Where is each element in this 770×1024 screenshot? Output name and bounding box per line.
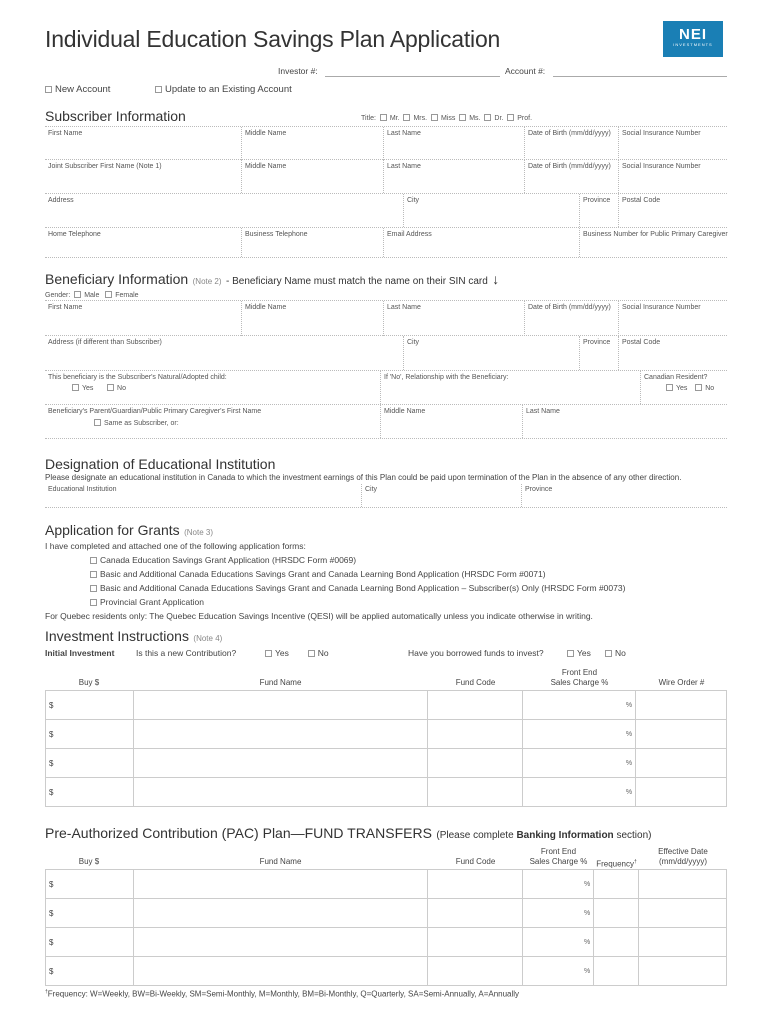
dollar-sign: $ <box>49 758 54 768</box>
canadian-resident-label: Canadian Resident? <box>644 374 708 381</box>
joint-sin-label: Social Insurance Number <box>622 163 701 170</box>
pac-heading-note-c: section) <box>613 830 652 841</box>
subscriber-heading: Subscriber Information <box>45 108 186 124</box>
title-prof-checkbox[interactable] <box>507 114 514 121</box>
title-miss-checkbox[interactable] <box>431 114 438 121</box>
pac-frequency-cell[interactable] <box>594 870 639 899</box>
pac-effective-date-cell[interactable] <box>639 899 727 928</box>
pac-heading-note-bold: Banking Information <box>516 830 614 841</box>
grant-0073-label: Basic and Additional Canada Educations Savings Grant and Canada Learning Bond Application – Subscriber(s) Only (HRSDC Form #0073) <box>100 583 626 593</box>
institution-heading: Designation of Educational Institution <box>45 456 276 472</box>
home-telephone-field[interactable] <box>45 228 241 257</box>
page-title: Individual Education Savings Plan Application <box>45 26 501 52</box>
title-ms-label: Ms. <box>469 115 481 122</box>
grant-option-provincial[interactable] <box>90 597 204 607</box>
grants-intro: I have completed and attached one of the following application forms: <box>45 541 306 551</box>
pac-row <box>46 957 727 986</box>
inv-col-fund-code: Fund Code <box>455 678 496 687</box>
institution-description: Please designate an educational institution in Canada to which the investment earnings of this Plan could be paid upon termination of the Plan in the absence of any other direction. <box>45 473 682 482</box>
pac-col-sales-charge-2: Sales Charge % <box>529 857 588 866</box>
subscriber-address-label: Address <box>48 197 74 204</box>
parent-last-name-field[interactable] <box>522 405 727 438</box>
percent-sign: % <box>625 730 633 738</box>
dollar-sign: $ <box>49 879 54 889</box>
beneficiary-heading <box>45 271 499 289</box>
subscriber-address-row <box>45 194 727 228</box>
wire-order-cell[interactable] <box>636 720 727 749</box>
percent-sign: % <box>583 967 591 975</box>
parent-first-name-label: Beneficiary's Parent/Guardian/Public Primary Caregiver's First Name <box>48 408 262 415</box>
title-dr-label: Dr. <box>494 115 504 122</box>
pac-heading-note-a: (Please complete <box>436 830 517 841</box>
pac-col-sales-charge-1: Front End <box>540 847 577 856</box>
fund-name-cell[interactable] <box>133 691 428 720</box>
beneficiary-note: (Note 2) <box>192 277 222 286</box>
grant-cesg-label: Canada Education Savings Grant Application (HRSDC Form #0069) <box>100 555 357 565</box>
institution-province-field[interactable] <box>521 484 727 507</box>
pac-col-buy: Buy $ <box>78 857 100 866</box>
institution-row <box>45 484 727 508</box>
buy-amount-cell[interactable] <box>46 691 134 720</box>
subscriber-province-label: Province <box>583 197 611 204</box>
pac-sales-charge-cell[interactable] <box>523 870 594 899</box>
grant-option-0071[interactable] <box>90 569 546 579</box>
logo-text: NEI <box>678 26 707 43</box>
fund-code-cell[interactable] <box>428 691 523 720</box>
fund-code-cell[interactable] <box>428 749 523 778</box>
gender-label: Gender: <box>45 292 71 299</box>
pac-frequency-cell[interactable] <box>594 899 639 928</box>
pac-heading <box>45 825 651 843</box>
beneficiary-first-name-field[interactable] <box>45 301 241 336</box>
institution-name-field[interactable] <box>45 484 361 507</box>
quebec-note: For Quebec residents only: The Quebec Education Savings Incentive (QESI) will be applied automatically unless you indicate otherwise in writing. <box>45 611 593 621</box>
institution-city-label: City <box>365 486 378 493</box>
investor-number-field[interactable] <box>325 76 500 77</box>
subscriber-name-row <box>45 126 727 160</box>
borrowed-options <box>567 648 626 658</box>
institution-province-label: Province <box>525 486 553 493</box>
fund-name-cell[interactable] <box>133 749 428 778</box>
parent-name-row <box>45 405 727 439</box>
subscriber-middle-name-label: Middle Name <box>245 130 287 137</box>
percent-sign: % <box>625 701 633 709</box>
pac-col-fund-name: Fund Name <box>259 857 302 866</box>
pac-fund-name-cell[interactable] <box>133 928 428 957</box>
beneficiary-relationship-row <box>45 371 727 405</box>
pac-heading-text: Pre-Authorized Contribution (PAC) Plan—FUND TRANSFERS <box>45 825 432 841</box>
beneficiary-middle-name-field[interactable] <box>241 301 383 336</box>
parent-middle-name-label: Middle Name <box>384 408 426 415</box>
inv-col-buy: Buy $ <box>78 678 100 687</box>
inv-col-sales-charge <box>523 668 636 688</box>
pac-row <box>46 928 727 957</box>
canadian-resident-field <box>640 371 727 404</box>
new-contribution-yes-label: Yes <box>275 648 289 658</box>
logo-subtext: INVESTMENTS <box>673 42 713 47</box>
dollar-sign: $ <box>49 700 54 710</box>
resident-no-label: No <box>705 385 715 392</box>
percent-sign: % <box>625 759 633 767</box>
pac-col-effective-date-1: Effective Date <box>658 847 708 856</box>
pac-col-effective-date <box>639 847 727 867</box>
percent-sign: % <box>583 938 591 946</box>
subscriber-city-label: City <box>407 197 420 204</box>
fund-name-cell[interactable] <box>133 778 428 807</box>
new-contribution-no-label: No <box>317 648 329 658</box>
frequency-footnote <box>45 989 519 999</box>
sales-charge-cell[interactable] <box>523 778 636 807</box>
joint-middle-name-label: Middle Name <box>245 163 287 170</box>
pac-fund-code-cell[interactable] <box>428 870 523 899</box>
subscriber-postal-label: Postal Code <box>622 197 661 204</box>
beneficiary-last-name-label: Last Name <box>387 304 421 311</box>
investor-number-label: Investor #: <box>278 66 318 76</box>
new-contribution-options <box>265 648 329 658</box>
business-telephone-field[interactable] <box>241 228 383 257</box>
title-ms-checkbox[interactable] <box>459 114 466 121</box>
beneficiary-sin-label: Social Insurance Number <box>622 304 701 311</box>
beneficiary-province-field[interactable] <box>579 336 618 370</box>
fund-name-cell[interactable] <box>133 720 428 749</box>
gender-female-checkbox[interactable] <box>105 291 112 298</box>
gender-options <box>45 291 139 299</box>
new-account-checkbox[interactable] <box>45 86 52 93</box>
pac-frequency-cell[interactable] <box>594 957 639 986</box>
parent-last-name-label: Last Name <box>526 408 560 415</box>
wire-order-cell[interactable] <box>636 749 727 778</box>
grants-note: (Note 3) <box>184 528 213 537</box>
institution-name-label: Educational Institution <box>48 486 117 493</box>
title-mr-label: Mr. <box>389 115 400 122</box>
beneficiary-name-row <box>45 300 727 336</box>
joint-last-name-label: Last Name <box>387 163 421 170</box>
percent-sign: % <box>625 788 633 796</box>
borrowed-yes-checkbox[interactable] <box>567 650 574 657</box>
beneficiary-postal-label: Postal Code <box>622 339 661 346</box>
grant-0073-checkbox[interactable] <box>90 585 97 592</box>
title-miss-label: Miss <box>440 115 456 122</box>
beneficiary-address-row <box>45 336 727 371</box>
subscriber-dob-field[interactable] <box>524 127 618 160</box>
buy-amount-cell[interactable] <box>46 778 134 807</box>
pac-fund-name-cell[interactable] <box>133 957 428 986</box>
beneficiary-dob-label: Date of Birth (mm/dd/yyyy) <box>528 304 611 311</box>
pac-sales-charge-cell[interactable] <box>523 899 594 928</box>
initial-investment-label: Initial Investment <box>45 648 115 658</box>
subscriber-sin-field[interactable] <box>618 127 727 160</box>
pac-row <box>46 870 727 899</box>
parent-middle-name-field[interactable] <box>380 405 522 438</box>
title-mrs-checkbox[interactable] <box>403 114 410 121</box>
joint-first-name-field[interactable] <box>45 160 241 193</box>
grant-provincial-checkbox[interactable] <box>90 599 97 606</box>
same-as-subscriber-option[interactable] <box>48 419 380 427</box>
title-mrs-label: Mrs. <box>413 115 428 122</box>
pac-table <box>45 869 727 986</box>
beneficiary-city-label: City <box>407 339 420 346</box>
title-label: Title: <box>361 115 376 122</box>
subscriber-title-options <box>361 114 532 122</box>
title-mr-checkbox[interactable] <box>380 114 387 121</box>
pac-row <box>46 899 727 928</box>
subscriber-address-field[interactable] <box>45 194 403 227</box>
subscriber-city-field[interactable] <box>403 194 579 227</box>
relationship-label: If 'No', Relationship with the Beneficiary: <box>384 374 509 381</box>
dollar-sign: $ <box>49 937 54 947</box>
new-account-option[interactable] <box>45 84 110 95</box>
title-prof-label: Prof. <box>517 115 533 122</box>
grant-cesg-checkbox[interactable] <box>90 557 97 564</box>
beneficiary-heading-text: Beneficiary Information <box>45 271 189 287</box>
subscriber-postal-field[interactable] <box>618 194 727 227</box>
gender-male-label: Male <box>84 292 100 299</box>
pac-effective-date-cell[interactable] <box>639 870 727 899</box>
resident-yes-label: Yes <box>676 385 688 392</box>
beneficiary-dob-field[interactable] <box>524 301 618 336</box>
dollar-sign: $ <box>49 908 54 918</box>
beneficiary-address-field[interactable] <box>45 336 403 370</box>
grant-0071-checkbox[interactable] <box>90 571 97 578</box>
footnote-text: Frequency: W=Weekly, BW=Bi-Weekly, SM=Semi-Monthly, M=Monthly, BM=Bi-Monthly, Q=Quarterly, SA=Semi-Annually, A=Annually <box>47 989 520 999</box>
sales-charge-cell[interactable] <box>523 691 636 720</box>
beneficiary-first-name-label: First Name <box>48 304 83 311</box>
new-contribution-yes-checkbox[interactable] <box>265 650 272 657</box>
grants-heading <box>45 522 213 540</box>
new-contribution-question: Is this a new Contribution? <box>136 648 237 658</box>
dollar-sign: $ <box>49 787 54 797</box>
email-field[interactable] <box>383 228 579 257</box>
beneficiary-last-name-field[interactable] <box>383 301 524 336</box>
resident-yes-checkbox[interactable] <box>666 384 673 391</box>
investment-row <box>46 749 727 778</box>
dollar-sign: $ <box>49 729 54 739</box>
pac-sales-charge-cell[interactable] <box>523 928 594 957</box>
business-number-label: Business Number for Public Primary Caregiver <box>583 231 728 238</box>
investment-heading <box>45 628 222 646</box>
beneficiary-sin-notice: - Beneficiary Name must match the name on their SIN card <box>226 276 488 287</box>
beneficiary-postal-field[interactable] <box>618 336 727 370</box>
grant-provincial-label: Provincial Grant Application <box>100 597 204 607</box>
investment-heading-text: Investment Instructions <box>45 628 189 644</box>
wire-order-cell[interactable] <box>636 691 727 720</box>
beneficiary-province-label: Province <box>583 339 611 346</box>
pac-buy-cell[interactable] <box>46 899 134 928</box>
footnote-mark: † <box>45 989 48 995</box>
percent-sign: % <box>583 880 591 888</box>
pac-fund-code-cell[interactable] <box>428 928 523 957</box>
gender-female-label: Female <box>115 292 139 299</box>
investment-table <box>45 690 727 807</box>
fund-code-cell[interactable] <box>428 778 523 807</box>
natural-child-no-label: No <box>117 385 126 392</box>
natural-child-yes-checkbox[interactable] <box>72 384 79 391</box>
investment-row <box>46 720 727 749</box>
beneficiary-address-label: Address (if different than Subscriber) <box>48 339 162 346</box>
grant-option-cesg[interactable] <box>90 555 356 565</box>
beneficiary-sin-field[interactable] <box>618 301 727 336</box>
canadian-resident-options <box>644 384 727 392</box>
subscriber-province-field[interactable] <box>579 194 618 227</box>
percent-sign: % <box>583 909 591 917</box>
update-account-checkbox[interactable] <box>155 86 162 93</box>
subscriber-sin-label: Social Insurance Number <box>622 130 701 137</box>
fund-code-cell[interactable] <box>428 720 523 749</box>
pac-buy-cell[interactable] <box>46 928 134 957</box>
pac-col-effective-date-2: (mm/dd/yyyy) <box>659 857 707 866</box>
grant-option-0073[interactable] <box>90 583 625 593</box>
grants-heading-text: Application for Grants <box>45 522 180 538</box>
inv-col-sales-charge-2: Sales Charge % <box>550 678 609 687</box>
buy-amount-cell[interactable] <box>46 720 134 749</box>
pac-frequency-cell[interactable] <box>594 928 639 957</box>
joint-dob-label: Date of Birth (mm/dd/yyyy) <box>528 163 611 170</box>
joint-dob-field[interactable] <box>524 160 618 193</box>
natural-child-label: This beneficiary is the Subscriber's Natural/Adopted child: <box>48 374 227 381</box>
joint-middle-name-field[interactable] <box>241 160 383 193</box>
borrowed-no-label: No <box>615 648 626 658</box>
subscriber-middle-name-field[interactable] <box>241 127 383 160</box>
pac-effective-date-cell[interactable] <box>639 957 727 986</box>
parent-first-name-field[interactable] <box>45 405 380 438</box>
subscriber-last-name-label: Last Name <box>387 130 421 137</box>
buy-amount-cell[interactable] <box>46 749 134 778</box>
grant-0071-label: Basic and Additional Canada Educations Savings Grant and Canada Learning Bond Application (HRSDC Form #0071) <box>100 569 546 579</box>
home-telephone-label: Home Telephone <box>48 231 101 238</box>
pac-col-fund-code: Fund Code <box>455 857 496 866</box>
pac-col-frequency <box>594 857 639 870</box>
subscriber-dob-label: Date of Birth (mm/dd/yyyy) <box>528 130 611 137</box>
account-number-field[interactable] <box>553 76 727 77</box>
natural-child-options <box>48 384 380 392</box>
natural-child-field <box>45 371 380 404</box>
investment-row <box>46 691 727 720</box>
pac-col-frequency-label: Frequency <box>596 859 634 869</box>
institution-city-field[interactable] <box>361 484 521 507</box>
pac-buy-cell[interactable] <box>46 957 134 986</box>
pac-sales-charge-cell[interactable] <box>523 957 594 986</box>
business-number-field[interactable] <box>579 228 727 257</box>
account-number-label: Account #: <box>505 66 546 76</box>
borrowed-no-checkbox[interactable] <box>605 650 612 657</box>
natural-child-no-checkbox[interactable] <box>107 384 114 391</box>
beneficiary-middle-name-label: Middle Name <box>245 304 287 311</box>
same-as-subscriber-checkbox[interactable] <box>94 419 101 426</box>
same-as-subscriber-label: Same as Subscriber, or: <box>104 420 179 427</box>
pac-fund-name-cell[interactable] <box>133 870 428 899</box>
new-contribution-no-checkbox[interactable] <box>308 650 315 657</box>
sales-charge-cell[interactable] <box>523 749 636 778</box>
gender-male-checkbox[interactable] <box>74 291 81 298</box>
update-account-option[interactable] <box>155 84 292 95</box>
subscriber-first-name-label: First Name <box>48 130 83 137</box>
pac-effective-date-cell[interactable] <box>639 928 727 957</box>
pac-fund-code-cell[interactable] <box>428 957 523 986</box>
borrowed-question: Have you borrowed funds to invest? <box>408 648 544 658</box>
sales-charge-cell[interactable] <box>523 720 636 749</box>
update-account-label: Update to an Existing Account <box>165 84 292 95</box>
business-telephone-label: Business Telephone <box>245 231 308 238</box>
joint-last-name-field[interactable] <box>383 160 524 193</box>
title-dr-checkbox[interactable] <box>484 114 491 121</box>
subscriber-first-name-field[interactable] <box>45 127 241 160</box>
pac-buy-cell[interactable] <box>46 870 134 899</box>
inv-col-wire-order: Wire Order # <box>658 678 705 687</box>
beneficiary-city-field[interactable] <box>403 336 579 370</box>
inv-col-fund-name: Fund Name <box>259 678 302 687</box>
nei-logo <box>663 21 723 57</box>
borrowed-yes-label: Yes <box>577 648 591 658</box>
pac-fund-code-cell[interactable] <box>428 899 523 928</box>
pac-col-sales-charge <box>523 847 594 867</box>
investment-row <box>46 778 727 807</box>
investment-note: (Note 4) <box>193 634 223 643</box>
joint-sin-field[interactable] <box>618 160 727 193</box>
new-account-label: New Account <box>55 84 111 95</box>
email-label: Email Address <box>387 231 432 238</box>
natural-child-yes-label: Yes <box>82 385 94 392</box>
down-arrow-icon: ↓ <box>492 271 500 287</box>
frequency-footnote-mark: † <box>634 859 637 865</box>
subscriber-contact-row <box>45 228 727 258</box>
subscriber-last-name-field[interactable] <box>383 127 524 160</box>
resident-no-checkbox[interactable] <box>695 384 702 391</box>
inv-col-sales-charge-1: Front End <box>561 668 598 677</box>
relationship-field[interactable] <box>380 371 640 404</box>
joint-first-name-label: Joint Subscriber First Name (Note 1) <box>48 163 162 170</box>
dollar-sign: $ <box>49 966 54 976</box>
wire-order-cell[interactable] <box>636 778 727 807</box>
pac-fund-name-cell[interactable] <box>133 899 428 928</box>
joint-subscriber-row <box>45 160 727 194</box>
